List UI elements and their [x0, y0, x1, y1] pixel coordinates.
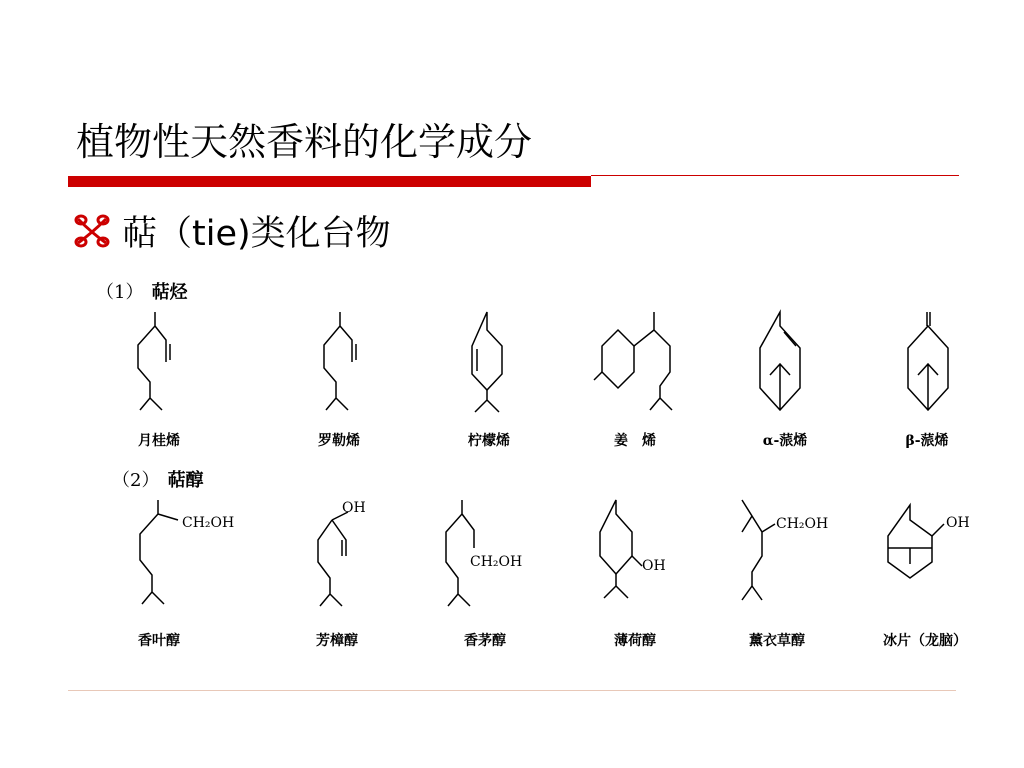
beta-pinene-structure	[908, 312, 948, 410]
slide-title: 植物性天然香料的化学成分	[76, 120, 533, 164]
compound-name: α-蒎烯	[762, 433, 808, 449]
compound-name: 月桂烯	[138, 433, 180, 449]
menthol-structure	[600, 500, 642, 598]
citronellol-structure	[446, 500, 474, 606]
compound-name: 姜 烯	[614, 433, 656, 449]
linalool-structure	[318, 512, 348, 606]
menthol-oh-label: OH	[642, 558, 666, 574]
zingiberene-structure	[594, 312, 672, 410]
lavandulol-ch2oh-label: CH₂OH	[776, 516, 829, 532]
limonene-structure	[472, 312, 502, 412]
linalool-oh-label: OH	[342, 500, 366, 516]
lavandulol-structure	[742, 500, 775, 600]
myrcene-structure	[138, 312, 170, 410]
compound-name: 香叶醇	[138, 633, 180, 649]
section-number: （2）	[112, 470, 160, 491]
section-title: 萜烃	[151, 282, 188, 303]
section-title: 萜醇	[167, 470, 204, 491]
compound-name: 香茅醇	[464, 633, 506, 649]
compound-name: 薄荷醇	[614, 633, 656, 649]
compound-name: β-蒎烯	[905, 433, 949, 449]
borneol-structure	[888, 505, 944, 578]
borneol-oh-label: OH	[946, 515, 970, 531]
compound-name: 芳樟醇	[316, 633, 358, 649]
compound-name: 冰片（龙脑）	[883, 633, 967, 649]
footer-divider	[68, 690, 956, 691]
compound-name: 薰衣草醇	[749, 633, 805, 649]
compound-name: 罗勒烯	[318, 433, 360, 449]
bullet-text: 萜（tie)类化台物	[122, 214, 391, 254]
compound-name: 柠檬烯	[468, 433, 510, 449]
geraniol-ch2oh-label: CH₂OH	[182, 515, 235, 531]
geraniol-structure	[140, 500, 178, 604]
citronellol-ch2oh-label: CH₂OH	[470, 554, 523, 570]
alpha-pinene-structure	[760, 312, 800, 410]
section-number: （1）	[96, 282, 144, 303]
ocimene-structure	[324, 312, 356, 410]
